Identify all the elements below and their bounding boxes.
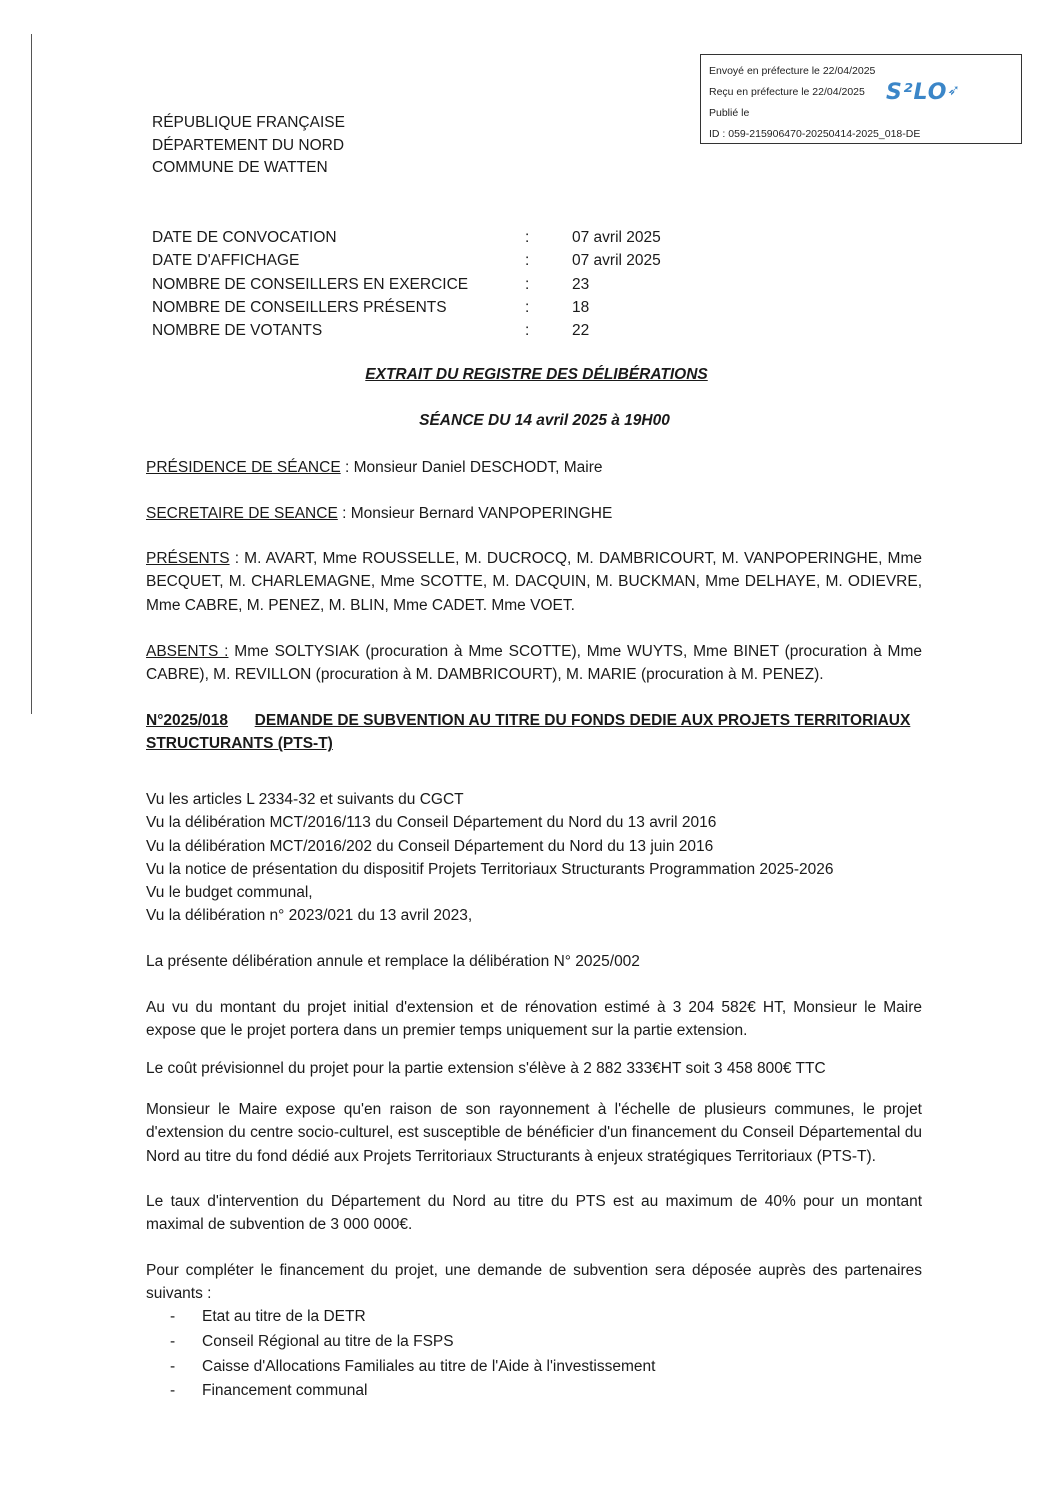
deliberation-heading bbox=[146, 709, 922, 756]
s2low-logo bbox=[886, 80, 961, 105]
meta-value: 07 avril 2025 bbox=[572, 229, 661, 246]
partenaire-label: Caisse d'Allocations Familiales au titre de l'Aide à l'investissement bbox=[202, 1358, 656, 1375]
rayonnement-paragraph: Monsieur le Maire expose qu'en raison de son rayonnement à l'échelle de plusieurs communes, le projet d'extension du centre socio-culturel, est susceptible de bénéficier d'un financement du Conseil Départemental du Nord au titre du fond dédié aux Projets Territoriaux Structurants à enjeux stratégiques Territoriaux (PTS-T). bbox=[146, 1101, 922, 1165]
extrait-title bbox=[0, 366, 1059, 384]
partenaire-item bbox=[170, 1305, 366, 1328]
vu-item: Vu le budget communal, bbox=[146, 884, 313, 902]
presents-label: PRÉSENTS bbox=[146, 550, 230, 567]
extrait-title-text: EXTRAIT DU REGISTRE DES DÉLIBÉRATIONS bbox=[365, 366, 708, 383]
meta-row bbox=[152, 249, 712, 272]
meta-colon: : bbox=[525, 298, 530, 316]
meta-label: NOMBRE DE CONSEILLERS EN EXERCICE bbox=[152, 275, 469, 293]
list-dash: - bbox=[170, 1333, 176, 1350]
annule-paragraph: La présente délibération annule et remplace la délibération N° 2025/002 bbox=[146, 953, 640, 970]
absents-label: ABSENTS : bbox=[146, 643, 229, 660]
partenaire-label: Conseil Régional au titre de la FSPS bbox=[202, 1333, 454, 1350]
absents-paragraph bbox=[146, 640, 922, 687]
meeting-metadata bbox=[152, 226, 712, 342]
vu-item: Vu les articles L 2334-32 et suivants du CGCT bbox=[146, 791, 464, 808]
list-dash: - bbox=[170, 1382, 176, 1399]
meta-value: 18 bbox=[572, 298, 590, 316]
prefecture-stamp bbox=[700, 54, 1022, 144]
stamp-publie: Publié le bbox=[709, 107, 750, 119]
meta-colon: : bbox=[525, 229, 530, 246]
presidence-text: : Monsieur Daniel DESCHODT, Maire bbox=[340, 459, 603, 476]
partenaire-item bbox=[170, 1355, 655, 1378]
meta-colon: : bbox=[525, 252, 530, 270]
meta-label: NOMBRE DE CONSEILLERS PRÉSENTS bbox=[152, 298, 447, 316]
taux-paragraph: Le taux d'intervention du Département du Nord au titre du PTS est au maximum de 40% pour un montant maximal de subvention de 3 000 000€. bbox=[146, 1193, 922, 1234]
meta-value: 23 bbox=[572, 275, 590, 293]
seance-title: SÉANCE DU 14 avril 2025 à 19H00 bbox=[419, 412, 670, 429]
list-dash: - bbox=[170, 1358, 176, 1375]
presents-paragraph bbox=[146, 547, 922, 617]
meta-label: DATE DE CONVOCATION bbox=[152, 229, 337, 246]
deliberation-number: N°2025/018 bbox=[146, 712, 229, 729]
secretaire-label: SECRETAIRE DE SEANCE bbox=[146, 505, 338, 522]
presents-text: : M. AVART, Mme ROUSSELLE, M. DUCROCQ, M. DAMBRICOURT, M. VANPOPERINGHE, Mme BECQUET, M. CHARLEMAGNE, Mme SCOTTE, M. DACQUIN, M. BUCKMAN, Mme DELHAYE, M. ODIEVRE, Mme CABRE, M. PENEZ, M. BLIN, Mme CADET. Mme VOET. bbox=[146, 550, 922, 614]
meta-row bbox=[152, 319, 712, 342]
montant-paragraph: Au vu du montant du projet initial d'extension et de rénovation estimé à 3 204 582€ HT, Monsieur le Maire expose que le projet portera dans un premier temps uniquement sur la partie extension. bbox=[146, 999, 922, 1040]
meta-row bbox=[152, 226, 712, 249]
presidence-label: PRÉSIDENCE DE SÉANCE bbox=[146, 459, 341, 476]
completer-paragraph: Pour compléter le financement du projet, une demande de subvention sera déposée auprès des partenaires suivants : bbox=[146, 1262, 922, 1303]
meta-value: 07 avril 2025 bbox=[572, 252, 661, 270]
absents-text: Mme SOLTYSIAK (procuration à Mme SCOTTE), Mme WUYTS, Mme BINET (procuration à Mme CABRE), M. REVILLON (procuration à M. DAMBRICOURT), M. MARIE (procuration à M. PENEZ). bbox=[146, 643, 922, 684]
header-departement: DÉPARTEMENT DU NORD bbox=[152, 136, 345, 154]
meta-row bbox=[152, 273, 712, 296]
vu-item: Vu la délibération n° 2023/021 du 13 avril 2023, bbox=[146, 907, 473, 925]
partenaire-item bbox=[170, 1330, 454, 1353]
header-commune: COMMUNE DE WATTEN bbox=[152, 159, 328, 176]
document-header bbox=[152, 112, 345, 180]
secretaire-text: : Monsieur Bernard VANPOPERINGHE bbox=[337, 505, 613, 522]
vu-list bbox=[146, 788, 922, 928]
partenaire-label: Financement communal bbox=[202, 1382, 368, 1399]
meta-row bbox=[152, 296, 712, 319]
partenaire-label: Etat au titre de la DETR bbox=[202, 1308, 366, 1325]
stamp-envoye: Envoyé en préfecture le 22/04/2025 bbox=[709, 65, 876, 77]
meta-colon: : bbox=[525, 322, 530, 340]
secretaire-line bbox=[146, 502, 922, 525]
header-republique: RÉPUBLIQUE FRANÇAISE bbox=[152, 114, 345, 131]
vu-item: Vu la délibération MCT/2016/113 du Conseil Département du Nord du 13 avril 2016 bbox=[146, 814, 717, 832]
meta-label: NOMBRE DE VOTANTS bbox=[152, 322, 323, 340]
cout-paragraph: Le coût prévisionnel du projet pour la partie extension s'élève à 2 882 333€HT soit 3 458 800€ TTC bbox=[146, 1060, 826, 1077]
s2low-wing-icon: ➶ bbox=[947, 81, 961, 99]
meta-label: DATE D'AFFICHAGE bbox=[152, 252, 300, 270]
vu-item: Vu la notice de présentation du dispositif Projets Territoriaux Structurants Programmation 2025-2026 bbox=[146, 860, 834, 878]
partenaire-item bbox=[170, 1379, 367, 1402]
meta-colon: : bbox=[525, 275, 530, 293]
list-dash: - bbox=[170, 1308, 176, 1325]
meta-value: 22 bbox=[572, 322, 590, 340]
stamp-id: ID : 059-215906470-20250414-2025_018-DE bbox=[709, 128, 921, 140]
s2low-logo-text: S²LO bbox=[886, 80, 948, 105]
vu-item: Vu la délibération MCT/2016/202 du Conseil Département du Nord du 13 juin 2016 bbox=[146, 837, 714, 855]
deliberation-title: DEMANDE DE SUBVENTION AU TITRE DU FONDS DEDIE AUX PROJETS TERRITORIAUX STRUCTURANTS (PTS-T) bbox=[146, 712, 911, 753]
stamp-recu: Reçu en préfecture le 22/04/2025 bbox=[709, 86, 865, 98]
presidence-line bbox=[146, 456, 922, 479]
